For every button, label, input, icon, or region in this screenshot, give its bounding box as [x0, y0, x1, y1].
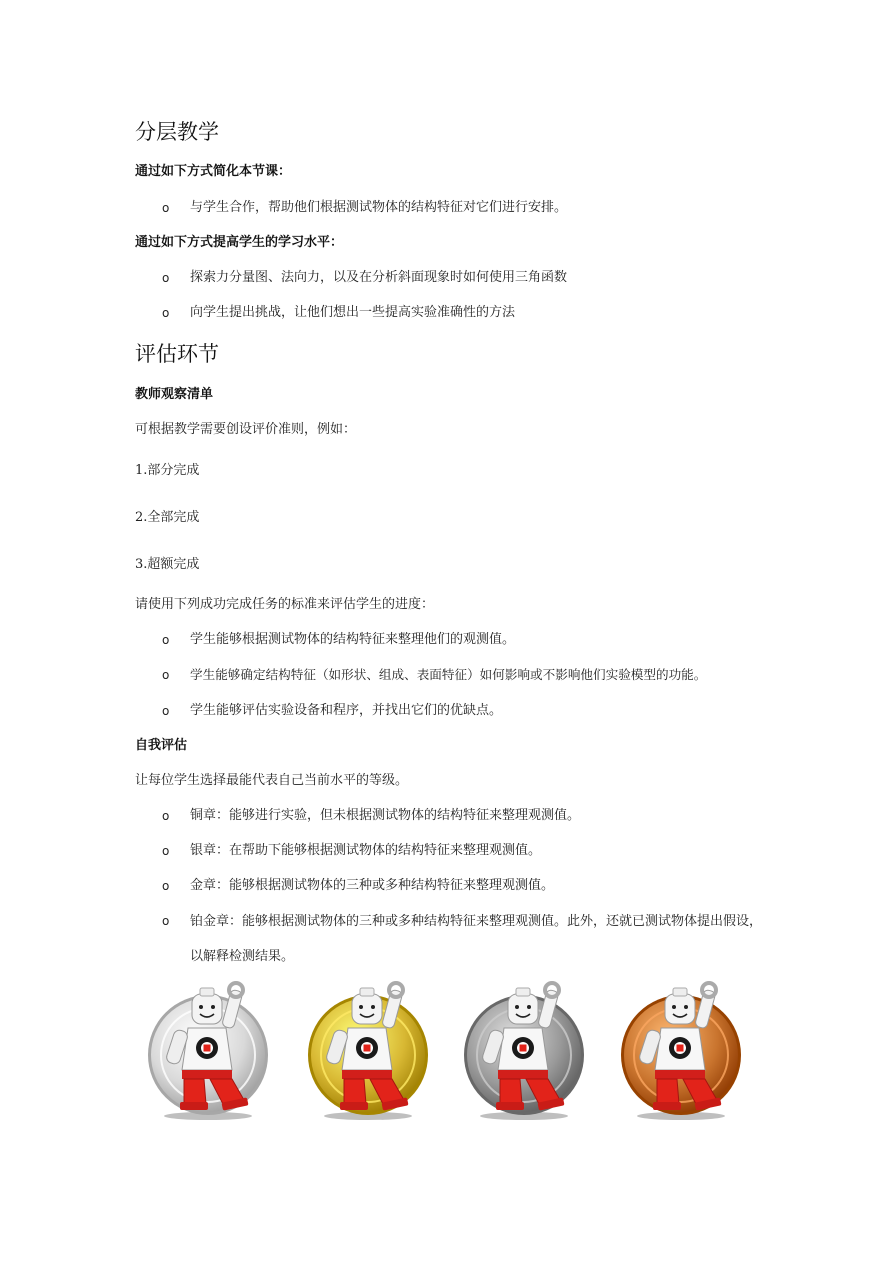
- medal-row: [140, 980, 760, 1130]
- criteria-intro: 请使用下列成功完成任务的标准来评估学生的进度：: [135, 597, 435, 612]
- level-item: 1.部分完成: [135, 463, 200, 478]
- list-item-text: 向学生提出挑战，让他们想出一些提高实验准确性的方法: [190, 305, 516, 320]
- heading-assessment: 评估环节: [135, 342, 219, 366]
- gold-medal-icon: [300, 980, 435, 1125]
- bullet-icon: o: [162, 879, 170, 893]
- bullet-icon: o: [162, 201, 170, 215]
- heading-tiered-teaching: 分层教学: [135, 120, 219, 144]
- silver-medal-icon: [456, 980, 591, 1125]
- checklist-intro: 可根据教学需要创设评价准则，例如：: [135, 422, 357, 437]
- self-assessment-label: 自我评估: [135, 738, 188, 753]
- list-item-text: 学生能够评估实验设备和程序，并找出它们的优缺点。: [190, 703, 503, 718]
- list-item-text: 学生能够根据测试物体的结构特征来整理他们的观测值。: [190, 632, 516, 647]
- bullet-icon: o: [162, 633, 170, 647]
- list-item-text: 与学生合作，帮助他们根据测试物体的结构特征对它们进行安排。: [190, 200, 568, 215]
- list-item-text: 铂金章：能够根据测试物体的三种或多种结构特征来整理观测值。此外，还就已测试物体提出假设，以解释检测结果。: [190, 914, 763, 964]
- raise-label: 通过如下方式提高学生的学习水平：: [135, 235, 344, 250]
- checklist-label: 教师观察清单: [135, 387, 214, 402]
- list-item-text: 探索力分量图、法向力，以及在分析斜面现象时如何使用三角函数: [190, 270, 568, 285]
- bullet-icon: o: [162, 306, 170, 320]
- platinum-medal-icon: [140, 980, 275, 1125]
- self-assessment-intro: 让每位学生选择最能代表自己当前水平的等级。: [135, 773, 409, 788]
- bullet-icon: o: [162, 668, 170, 682]
- bullet-icon: o: [162, 271, 170, 285]
- bullet-icon: o: [162, 914, 170, 928]
- bullet-icon: o: [162, 844, 170, 858]
- bullet-icon: o: [162, 704, 170, 718]
- simplify-label: 通过如下方式简化本节课：: [135, 164, 292, 179]
- level-item: 3.超额完成: [135, 557, 200, 572]
- list-item-text: 银章：在帮助下能够根据测试物体的结构特征来整理观测值。: [190, 843, 542, 858]
- list-item-text: 金章：能够根据测试物体的三种或多种结构特征来整理观测值。: [190, 878, 555, 893]
- bullet-icon: o: [162, 809, 170, 823]
- list-item-text: 学生能够确定结构特征（如形状、组成、表面特征）如何影响或不影响他们实验模型的功能。: [190, 667, 707, 682]
- bronze-medal-icon: [613, 980, 748, 1125]
- level-item: 2.全部完成: [135, 510, 200, 525]
- list-item-text: 铜章：能够进行实验，但未根据测试物体的结构特征来整理观测值。: [190, 808, 581, 823]
